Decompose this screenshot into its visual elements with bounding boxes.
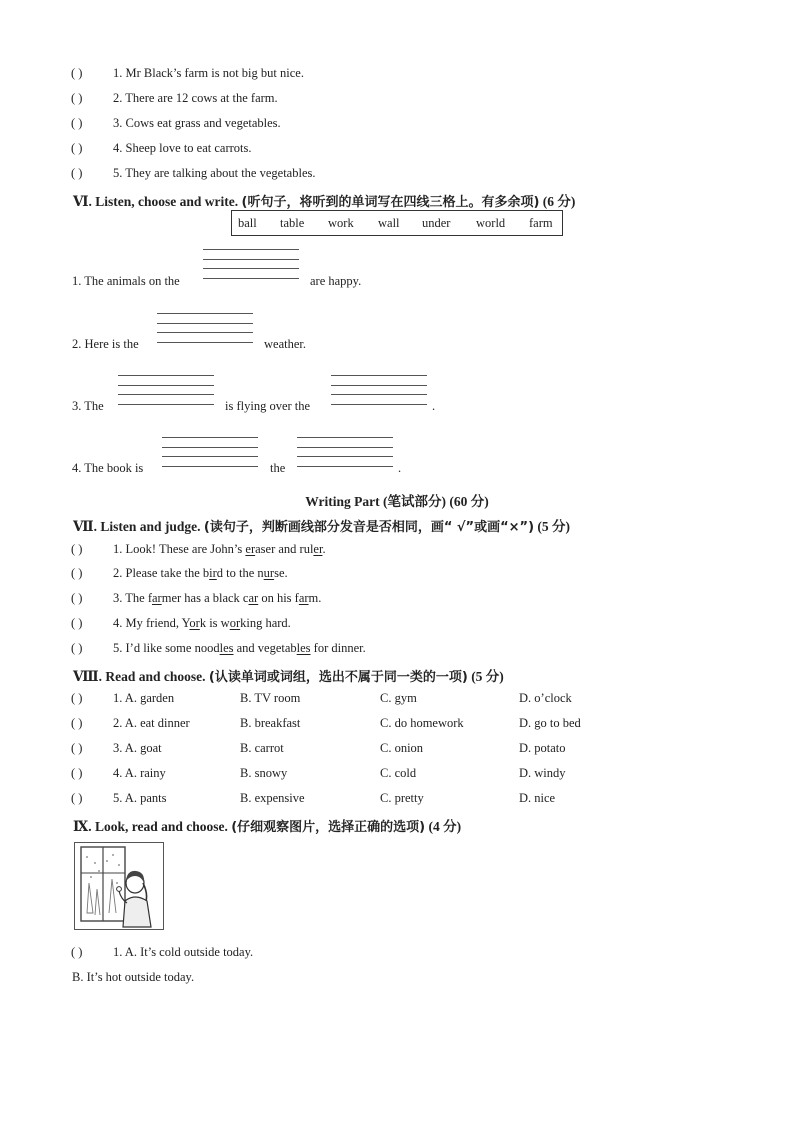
section8-heading [73,665,504,685]
fill-question-text: 1. The animals on the [72,274,180,288]
list-item: 4. Sheep love to eat carrots. [113,141,252,155]
list-item: 3. Cows eat grass and vegetables. [113,116,281,130]
answer-paren[interactable]: ( ) [71,945,83,959]
four-line-writing-field[interactable] [203,247,299,281]
list-item: 5. They are talking about the vegetables. [113,166,316,180]
fill-question-text: 4. The book is [72,461,144,475]
heading-score: (4 分) [428,819,462,834]
fill-question-text: 2. Here is the [72,337,139,351]
option-c: C. pretty [380,791,424,805]
heading-cn: (听句子，将听到的单词写在四线三格上。有多余项) [241,195,540,210]
answer-paren[interactable]: ( ) [71,116,83,130]
heading-score: (5 分) [537,519,571,534]
option-c: C. gym [380,691,417,705]
list-item: 3. The farmer has a black car on his farm. [113,591,322,605]
heading-en: Ⅷ. Read and choose. [73,669,206,684]
word-box [231,210,563,236]
answer-paren[interactable]: ( ) [71,566,83,580]
answer-paren[interactable]: ( ) [71,616,83,630]
four-line-writing-field[interactable] [162,435,258,469]
answer-paren[interactable]: ( ) [71,591,83,605]
window-girl-picture [74,842,164,930]
option-b: B. TV room [240,691,301,705]
window-scene-illustration [75,843,163,929]
option-a: 1. A. It’s cold outside today. [113,945,254,959]
list-item: 1. Mr Black’s farm is not big but nice. [113,66,304,80]
option-d: D. nice [519,791,556,805]
answer-paren[interactable]: ( ) [71,641,83,655]
option-a: 4. A. rainy [113,766,166,780]
answer-paren[interactable]: ( ) [71,91,83,105]
fill-question-text: 3. The [72,399,104,413]
option-a: 1. A. garden [113,691,175,705]
four-line-writing-field[interactable] [331,373,427,407]
word-option: wall [378,216,400,230]
option-b: B. breakfast [240,716,301,730]
option-c: C. onion [380,741,424,755]
section7-heading [73,515,570,535]
section9-heading [73,815,461,835]
answer-paren[interactable]: ( ) [71,141,83,155]
answer-paren[interactable]: ( ) [71,716,83,730]
option-c: C. do homework [380,716,464,730]
answer-paren[interactable]: ( ) [71,791,83,805]
word-option: world [476,216,506,230]
option-a: 3. A. goat [113,741,162,755]
answer-paren[interactable]: ( ) [71,691,83,705]
heading-en: Ⅸ. Look, read and choose. [73,819,228,834]
heading-en: Ⅵ. Listen, choose and write. [73,194,239,209]
option-a: 5. A. pants [113,791,167,805]
four-line-writing-field[interactable] [157,311,253,345]
option-b: B. carrot [240,741,284,755]
answer-paren[interactable]: ( ) [71,166,83,180]
answer-paren[interactable]: ( ) [71,766,83,780]
option-d: D. go to bed [519,716,581,730]
fill-question-text: weather. [264,337,306,351]
option-b: B. It’s hot outside today. [72,970,195,984]
word-option: table [280,216,305,230]
list-item: 5. I’d like some noodles and vegetables for dinner. [113,641,366,655]
word-option: farm [529,216,553,230]
word-option: under [422,216,451,230]
heading-score: (5 分) [471,669,504,684]
answer-paren[interactable]: ( ) [71,542,83,556]
fill-question-text: the [270,461,286,475]
heading-score: (6 分) [542,194,576,209]
word-option: ball [238,216,257,230]
option-c: C. cold [380,766,417,780]
word-option: work [328,216,354,230]
answer-paren[interactable]: ( ) [71,66,83,80]
fill-question-text: are happy. [310,274,362,288]
list-item: 1. Look! These are John’s eraser and ruler. [113,542,326,556]
list-item: 4. My friend, York is working hard. [113,616,291,630]
fill-question-text: . [432,399,436,413]
option-d: D. windy [519,766,566,780]
option-d: D. potato [519,741,566,755]
writing-part-title: Writing Part (笔试部分) (60 分) [305,494,489,509]
option-d: D. o’clock [519,691,572,705]
heading-cn: (仔细观察图片，选择正确的选项) [231,820,426,835]
list-item: 2. There are 12 cows at the farm. [113,91,278,105]
four-line-writing-field[interactable] [297,435,393,469]
answer-paren[interactable]: ( ) [71,741,83,755]
four-line-writing-field[interactable] [118,373,214,407]
option-a: 2. A. eat dinner [113,716,190,730]
heading-cn: (认读单词或词组，选出不属于同一类的一项) [208,670,468,685]
heading-cn: (读句子，判断画线部分发音是否相同，画“ √”或画“×”) [203,520,535,535]
heading-en: Ⅶ. Listen and judge. [73,519,201,534]
list-item: 2. Please take the bird to the nurse. [113,566,288,580]
option-b: B. snowy [240,766,288,780]
option-b: B. expensive [240,791,305,805]
section6-heading [73,190,575,210]
fill-question-text: is flying over the [225,399,311,413]
fill-question-text: . [398,461,402,475]
